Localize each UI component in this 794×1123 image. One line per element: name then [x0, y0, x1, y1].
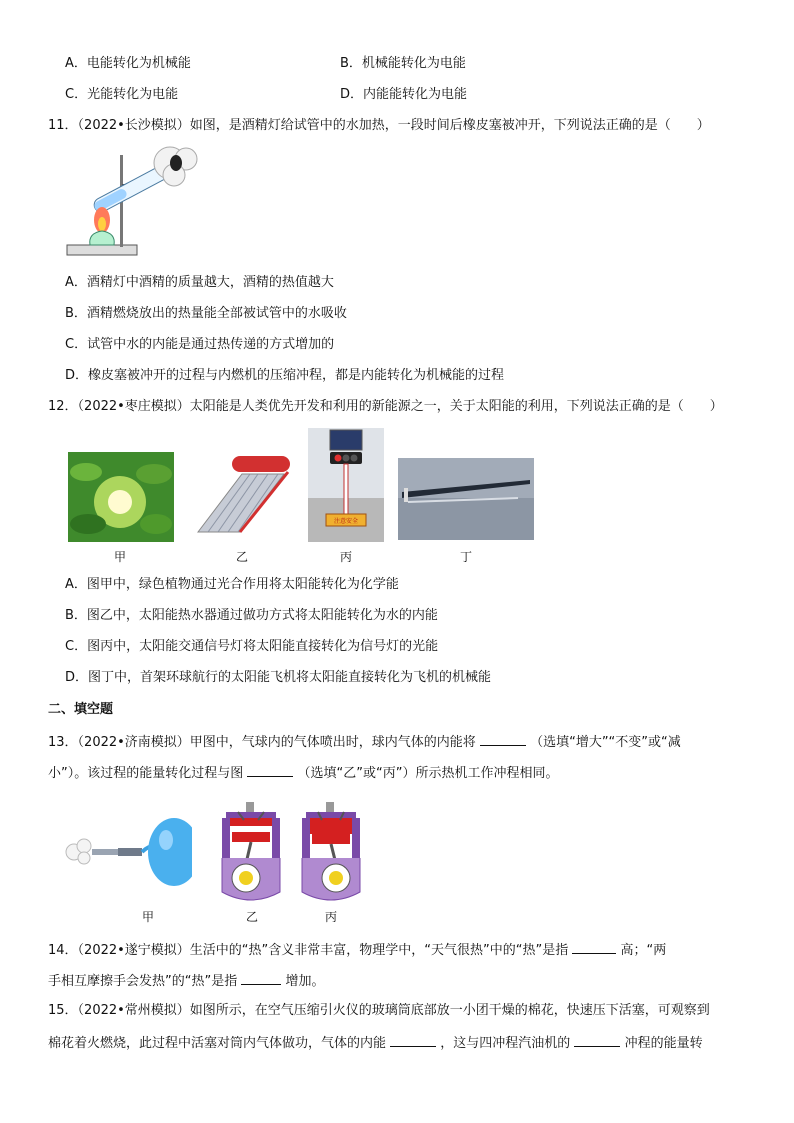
q11-stem: 11．（2022•长沙模拟）如图，是酒精灯给试管中的水加热，一段时间后橡皮塞被冲开，下列说法正确的是（ ）	[48, 118, 710, 133]
q11-option-a: A．酒精灯中酒精的质量越大，酒精的热值越大	[65, 275, 334, 290]
section-fill-in-title: 二、填空题	[48, 702, 114, 717]
q15-blank-1[interactable]	[390, 1033, 436, 1047]
q13-line2	[48, 763, 558, 783]
q12-option-c: C．图丙中，太阳能交通信号灯将太阳能直接转化为信号灯的光能	[65, 639, 439, 654]
q13-line1	[48, 732, 681, 752]
q10-option-d: D．内能能转化为电能	[340, 87, 468, 102]
q12-caption-ding: 丁	[459, 550, 472, 564]
balloon-figure	[62, 806, 192, 898]
engine-figure-bing	[296, 802, 366, 906]
q13-line1-b: （选填“增大”“不变”或“减	[530, 735, 681, 750]
q12-option-a: A．图甲中，绿色植物通过光合作用将太阳能转化为化学能	[65, 577, 399, 592]
q15-blank-2[interactable]	[574, 1033, 620, 1047]
q11-option-b: B．酒精燃烧放出的热量能全部被试管中的水吸收	[65, 306, 347, 321]
q14-line1	[48, 940, 666, 960]
q10-option-a: A．电能转化为机械能	[65, 56, 191, 71]
q15-line1: 15．（2022•常州模拟）如图所示，在空气压缩引火仪的玻璃筒底部放一小团干燥的棉花，快速压下活塞，可观察到	[48, 1003, 710, 1018]
q12-option-d: D．图丁中，首架环球航行的太阳能飞机将太阳能直接转化为飞机的机械能	[65, 670, 492, 685]
q13-blank-2[interactable]	[247, 763, 293, 777]
q14-line2-b: 增加。	[285, 974, 325, 989]
q15-line2-c: 冲程的能量转	[624, 1036, 703, 1051]
q13-line2-a: 小”）。该过程的能量转化过程与图	[48, 766, 244, 781]
solar-plane-image	[398, 458, 534, 540]
q14-blank-1[interactable]	[572, 940, 616, 954]
q13-caption-jia: 甲	[141, 910, 154, 924]
sign-text: 注意安全	[333, 518, 359, 525]
photosynthesis-image	[68, 452, 174, 542]
q12-caption-yi: 乙	[235, 550, 248, 564]
alcohol-lamp-figure	[62, 145, 212, 263]
solar-traffic-light-image	[308, 428, 384, 542]
q11-option-d: D．橡皮塞被冲开的过程与内燃机的压缩冲程，都是内能转化为机械能的过程	[65, 368, 505, 383]
q14-line2	[48, 971, 325, 991]
q11-option-c: C．试管中水的内能是通过热传递的方式增加的	[65, 337, 335, 352]
q14-blank-2[interactable]	[241, 971, 281, 985]
engine-figure-yi	[216, 802, 286, 906]
q14-line2-a: 手相互摩擦手会发热”的“热”是指	[48, 974, 238, 989]
q13-caption-bing: 丙	[324, 910, 337, 924]
q13-line1-a: 13．（2022•济南模拟）甲图中，气球内的气体喷出时，球内气体的内能将	[48, 735, 476, 750]
q12-caption-jia: 甲	[113, 550, 126, 564]
q14-line1-a: 14．（2022•遂宁模拟）生活中的“热”含义非常丰富，物理学中，“天气很热”中的“热”是指	[48, 943, 569, 958]
q15-line2-a: 棉花着火燃烧，此过程中活塞对筒内气体做功，气体的内能	[48, 1036, 387, 1051]
q15-line2	[48, 1033, 703, 1053]
q10-option-b: B．机械能转化为电能	[340, 56, 466, 71]
q13-caption-yi: 乙	[245, 910, 258, 924]
q12-caption-bing: 丙	[339, 550, 352, 564]
q12-stem: 12．（2022•枣庄模拟）太阳能是人类优先开发和利用的新能源之一，关于太阳能的利用，下列说法正确的是（ ）	[48, 399, 723, 414]
q13-blank-1[interactable]	[480, 732, 526, 746]
q10-option-c: C．光能转化为电能	[65, 87, 179, 102]
solar-water-heater-image	[192, 452, 296, 542]
q14-line1-b: 高；“两	[620, 943, 667, 958]
q13-line2-b: （选填“乙”或“丙”）所示热机工作冲程相同。	[297, 766, 559, 781]
q15-line2-b: ，这与四冲程汽油机的	[440, 1036, 571, 1051]
q12-option-b: B．图乙中，太阳能热水器通过做功方式将太阳能转化为水的内能	[65, 608, 438, 623]
